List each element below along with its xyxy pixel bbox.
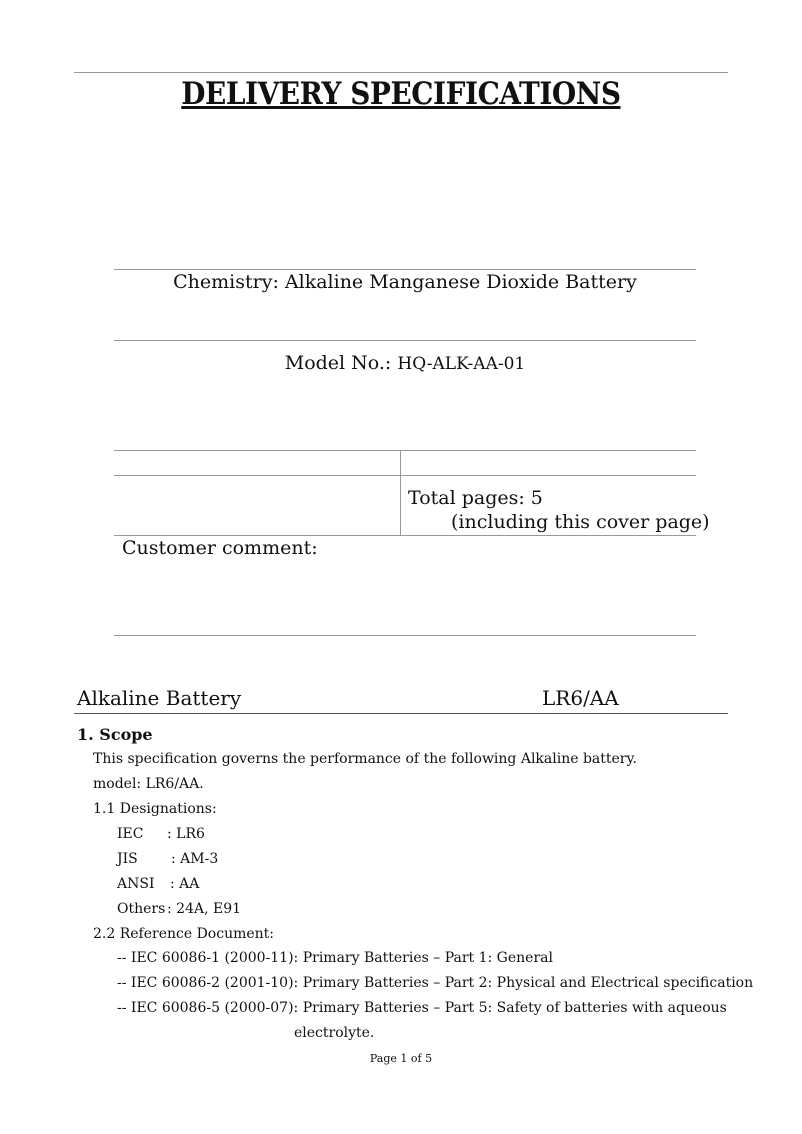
comment-rule [114, 635, 696, 636]
designation-value: : 24A, E91 [167, 901, 242, 917]
chemistry-rule [114, 269, 696, 270]
designation-label: JIS [117, 851, 138, 867]
scope-model: model: LR6/AA. [93, 776, 204, 792]
customer-comment-label: Customer comment: [122, 537, 318, 559]
model-label: Model No.: [284, 352, 392, 374]
model-line [114, 352, 696, 374]
designation-value: : AM-3 [171, 851, 219, 867]
header-rule [74, 713, 728, 714]
table-divider [400, 450, 401, 535]
reference-heading: 2.2 Reference Document: [93, 926, 275, 942]
chemistry-line: Chemistry: Alkaline Manganese Dioxide Battery [173, 271, 637, 293]
designation-label: Others [117, 901, 166, 917]
table-top-rule [114, 450, 696, 451]
table-mid-rule [114, 475, 696, 476]
including-cover: (including this cover page) [451, 511, 710, 533]
reference-item: -- IEC 60086-2 (2001-10): Primary Batteries – Part 2: Physical and Electrical specification [117, 975, 754, 991]
designation-value: : LR6 [167, 826, 205, 842]
model-rule [114, 340, 696, 341]
scope-heading: 1. Scope [77, 725, 153, 744]
designation-label: ANSI [117, 876, 155, 892]
page-title: DELIVERY SPECIFICATIONS [181, 76, 621, 112]
reference-item: -- IEC 60086-5 (2000-07): Primary Batteries – Part 5: Safety of batteries with aqueous [117, 1000, 727, 1016]
top-rule [74, 72, 728, 73]
table-bottom-rule [114, 535, 696, 536]
scope-intro: This specification governs the performance of the following Alkaline battery. [93, 751, 637, 767]
reference-continuation: electrolyte. [294, 1025, 375, 1041]
model-value: HQ-ALK-AA-01 [397, 354, 526, 374]
header-product: Alkaline Battery [77, 686, 242, 710]
page-number: Page 1 of 5 [369, 1052, 433, 1065]
reference-item: -- IEC 60086-1 (2000-11): Primary Batteries – Part 1: General [117, 950, 553, 966]
total-pages: Total pages: 5 [408, 487, 543, 509]
designation-value: : AA [170, 876, 200, 892]
designations-heading: 1.1 Designations: [93, 801, 217, 817]
designation-label: IEC [117, 826, 144, 842]
header-code: LR6/AA [542, 686, 619, 710]
